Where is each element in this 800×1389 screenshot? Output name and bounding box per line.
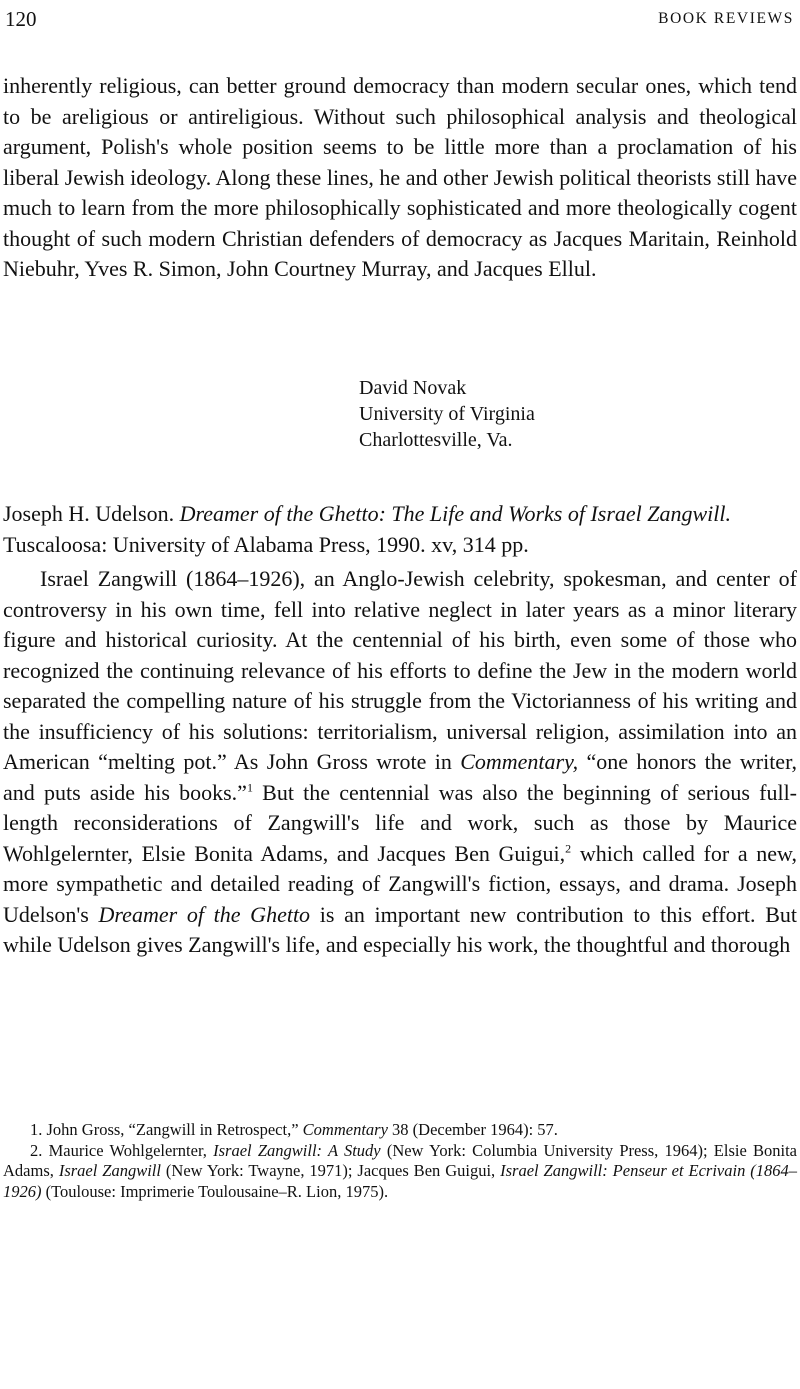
italic-run: Commentary (302, 1120, 388, 1139)
reviewer-location: Charlottesville, Va. (359, 429, 513, 451)
footnote-ref-2: 2 (565, 841, 572, 856)
italic-run: Commentary, (460, 749, 579, 774)
text-run: is an important new contribution to this effort. But while Udelson gives Zangwill's life, and especially his work, the thoughtful and thorough (3, 901, 797, 957)
text-run: (New York: Twayne, 1971); Jacques Ben Guigui, (165, 1161, 496, 1180)
text-run: But the centennial was also the beginning of serious full-length reconsiderations of Zangwill's life and work, such as those by Maurice Wohlgelernter, Elsie Bonita Adams, and Jacques Ben Guigui, (3, 779, 798, 866)
page-header (5, 6, 794, 36)
reviewer-name: David Novak (359, 377, 467, 399)
text-run: 1. John Gross, “Zangwill in Retrospect,” (30, 1120, 299, 1139)
footnote-2 (3, 1141, 797, 1203)
text-run: (Toulouse: Imprimerie Toulousaine–R. Lion, 1975). (45, 1181, 389, 1201)
text-run: which called for a new, more sympathetic and detailed reading of Zangwill's fiction, essays, and drama. Joseph Udelson's (3, 840, 798, 927)
text-run: 38 (December 1964): 57. (392, 1120, 558, 1139)
italic-run: Israel Zangwill: A Study (213, 1140, 381, 1160)
italic-run: Israel Zangwill (58, 1161, 161, 1180)
reviewer-signature (359, 375, 535, 453)
text-run: (New York: Columbia University Press, 1964); Elsie Bonita Adams, (3, 1140, 797, 1180)
review-opening-paragraph (3, 564, 797, 961)
book-author: Joseph H. Udelson. (3, 501, 175, 526)
footnotes (3, 1120, 797, 1202)
reviewer-institution: University of Virginia (359, 403, 535, 425)
book-title: Dreamer of the Ghetto: The Life and Works of Israel Zangwill. (179, 501, 732, 526)
italic-run: Dreamer of the Ghetto (98, 901, 311, 927)
footnote-1 (3, 1120, 797, 1141)
book-publication: Tuscaloosa: University of Alabama Press, 1990. xv, 314 pp. (3, 531, 529, 557)
page-number: 120 (5, 7, 37, 31)
footnote-ref-1: 1 (246, 780, 253, 795)
text-run: Israel Zangwill (1864–1926), an Anglo-Jewish celebrity, spokesman, and center of controversy in his own time, fell into relative neglect in later years as a minor literary figure and historical curiosity. At the centennial of his birth, even some of those who recognized the continuing relevance of his efforts to define the Jew in the modern world separated the compelling nature of his struggle from the Victorianness of his writing and the insufficiency of his solutions: territorialism, universal religion, assimilation into an American “melting pot.” As John Gross wrote in (3, 566, 797, 774)
text-run: “one honors the writer, and puts aside his books.” (3, 749, 798, 805)
book-citation (3, 499, 797, 560)
running-head: BOOK REVIEWS (658, 10, 794, 27)
italic-run: Israel Zangwill: Penseur et Ecrivain (1864–1926) (3, 1161, 798, 1201)
review-closing-paragraph: inherently religious, can better ground democracy than modern secular ones, which tend to be areligious or antireligious. Without such philosophical analysis and theological argument, Polish's whole position seems to be little more than a proclamation of his liberal Jewish ideology. Along these lines, he and other Jewish political theorists still have much to learn from the more philosophically sophisticated and more theologically cogent thought of such modern Christian defenders of democracy as Jacques Maritain, Reinhold Niebuhr, Yves R. Simon, John Courtney Murray, and Jacques Ellul. (3, 73, 797, 281)
text-run: 2. Maurice Wohlgelernter, (30, 1140, 207, 1160)
